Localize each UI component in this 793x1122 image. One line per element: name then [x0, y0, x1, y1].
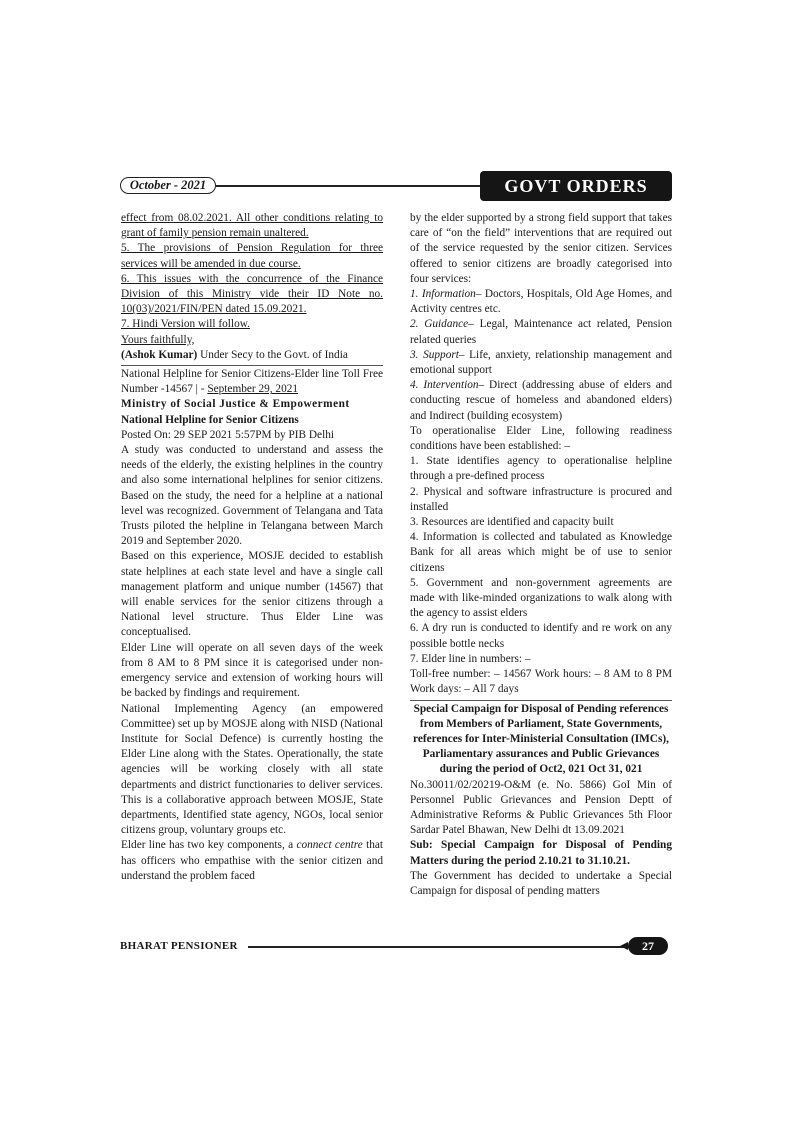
left-column: [121, 211, 383, 884]
section-title: GOVT ORDERS: [480, 171, 672, 201]
service-label: 1. Information–: [410, 288, 482, 301]
helpline-date: September 29, 2021: [207, 383, 299, 396]
service-label: 2. Guidance–: [410, 318, 474, 331]
body-paragraph: A study was conducted to understand and assess the needs of the elderly, the existing helplines in the country and also some international helplines for senior citizens. Based on the study, the need for a helpline at a national level was recognized. Government of Telangana and Tata Trusts piloted the helpline in Telangana between March 2019 and September 2020.: [121, 444, 383, 548]
page-header: [120, 171, 672, 201]
readiness-step: 1. State identifies agency to operationalise helpline through a pre-defined process: [410, 455, 672, 483]
divider: [121, 365, 383, 366]
helpline-heading: National Helpline for Senior Citizens: [121, 413, 299, 426]
readiness-step: 2. Physical and software infrastructure is procured and installed: [410, 485, 672, 513]
body-paragraph: by the elder supported by a strong field support that takes care of “on the field” interventions that are required out of the service requested by the senior citizen. Services offered to senior citizens are broadly categorised into four services:: [410, 212, 672, 285]
body-paragraph: Based on this experience, MOSJE decided to establish state helplines at each state level and have a single call management platform and unique number (14567) that will enable services for the senior citizens through a National level structure. Thus Elder Line was conceptualised.: [121, 550, 383, 639]
intro-line: Yours faithfully,: [121, 333, 195, 346]
readiness-intro: To operationalise Elder Line, following readiness conditions have been established: –: [410, 424, 672, 453]
service-text: Life, anxiety, relationship management and emotional support: [410, 348, 672, 377]
service-item: [410, 317, 672, 347]
campaign-subject: Sub: Special Campaign for Disposal of Pending Matters during the period 2.10.21 to 31.10.21.: [410, 839, 672, 867]
page-number: 27: [628, 937, 668, 955]
body-paragraph: Elder Line will operate on all seven days of the week from 8 AM to 8 PM since it is categorised under non-emergency service and extension of working hours will be backed by findings and requirement.: [121, 641, 383, 700]
ministry-name: Ministry of Social Justice & Empowerment: [121, 398, 350, 411]
service-text: Legal, Maintenance act related, Pension related queries: [410, 318, 672, 346]
service-label: 4. Intervention–: [410, 379, 485, 392]
para-emphasis: connect centre: [296, 839, 363, 852]
posted-on: Posted On: 29 SEP 2021 5:57PM by PIB Delhi: [121, 428, 334, 441]
right-column: [410, 211, 672, 899]
body-paragraph: [121, 838, 383, 884]
readiness-step: 6. A dry run is conducted to identify and re work on any possible bottle necks: [410, 622, 672, 650]
readiness-step: Toll-free number: – 14567 Work hours: – 8 AM to 8 PM Work days: – All 7 days: [410, 668, 672, 696]
publication-name: BHARAT PENSIONER: [120, 940, 238, 952]
readiness-step: 4. Information is collected and tabulated as Knowledge Bank for all areas which might be of use to senior citizens: [410, 531, 672, 574]
service-text: Direct (addressing abuse of elders and conducting rescue of homeless and abandoned elders) and Indirect (building ecosystem): [410, 379, 672, 422]
issue-date: October - 2021: [120, 177, 216, 194]
signatory-title: Under Secy to the Govt. of India: [197, 348, 348, 361]
para-text: that has officers who empathise with the senior citizen and understand the problem faced: [121, 839, 384, 882]
service-item: [410, 378, 672, 424]
body-paragraph: National Implementing Agency (an empowered Committee) set up by MOSJE along with NISD (National Institute for Social Defence) is currently hosting the Elder Line along with the States. Operationally, the state agencies will be working closely with all state departments and district functionaries to deliver services. This is a collaborative approach between MOSJE, State departments, Identified state agency, NGOs, local senior citizens group, voluntary groups etc.: [121, 702, 383, 837]
footer-rule: [248, 946, 638, 948]
page-footer: [120, 937, 672, 957]
intro-line: effect from 08.02.2021. All other conditions relating to grant of family pension remain unaltered.: [121, 212, 383, 240]
service-label: 3. Support–: [410, 348, 465, 361]
divider: [410, 700, 672, 701]
readiness-step: 5. Government and non-government agreements are made with like-minded organizations to walk along with the agency to assist elders: [410, 576, 672, 620]
intro-line: 6. This issues with the concurrence of the Finance Division of this Ministry vide their ID Note no. 10(03)/2021/FIN/PEN dated 15.09.2021.: [121, 272, 383, 316]
para-text: Elder line has two key components, a: [121, 839, 297, 852]
service-item: [410, 348, 672, 378]
helpline-title: [121, 367, 383, 397]
campaign-text: The Government has decided to undertake a Special Campaign for disposal of pending matters: [410, 869, 672, 897]
service-item: [410, 287, 672, 317]
signature-line: [121, 348, 383, 363]
intro-line: 5. The provisions of Pension Regulation for three services will be amended in due course.: [121, 242, 383, 270]
service-text: Doctors, Hospitals, Old Age Homes, and Activity centres etc.: [410, 288, 673, 316]
signatory-name: (Ashok Kumar): [121, 348, 198, 361]
intro-line: 7. Hindi Version will follow.: [121, 318, 250, 331]
helpline-title-text: National Helpline for Senior Citizens-Elder line Toll Free Number -14567 | -: [121, 368, 383, 396]
readiness-step: 7. Elder line in numbers: –: [410, 652, 531, 665]
readiness-step: 3. Resources are identified and capacity built: [410, 516, 614, 529]
campaign-heading: Special Campaign for Disposal of Pending references from Members of Parliament, State Governments, references for Inter-Ministerial Consultation (IMCs), Parliamentary assurances and Public Grievances during the period of Oct2, 021 Oct 31, 021: [413, 702, 669, 776]
campaign-reference: No.30011/02/20219-O&M (e. No. 5866) GoI Min of Personnel Public Grievances and Pension Deptt of Administrative Reforms & Public Grievances 5th Floor Sardar Patel Bhawan, New Delhi dt 13.09.2021: [410, 778, 672, 837]
